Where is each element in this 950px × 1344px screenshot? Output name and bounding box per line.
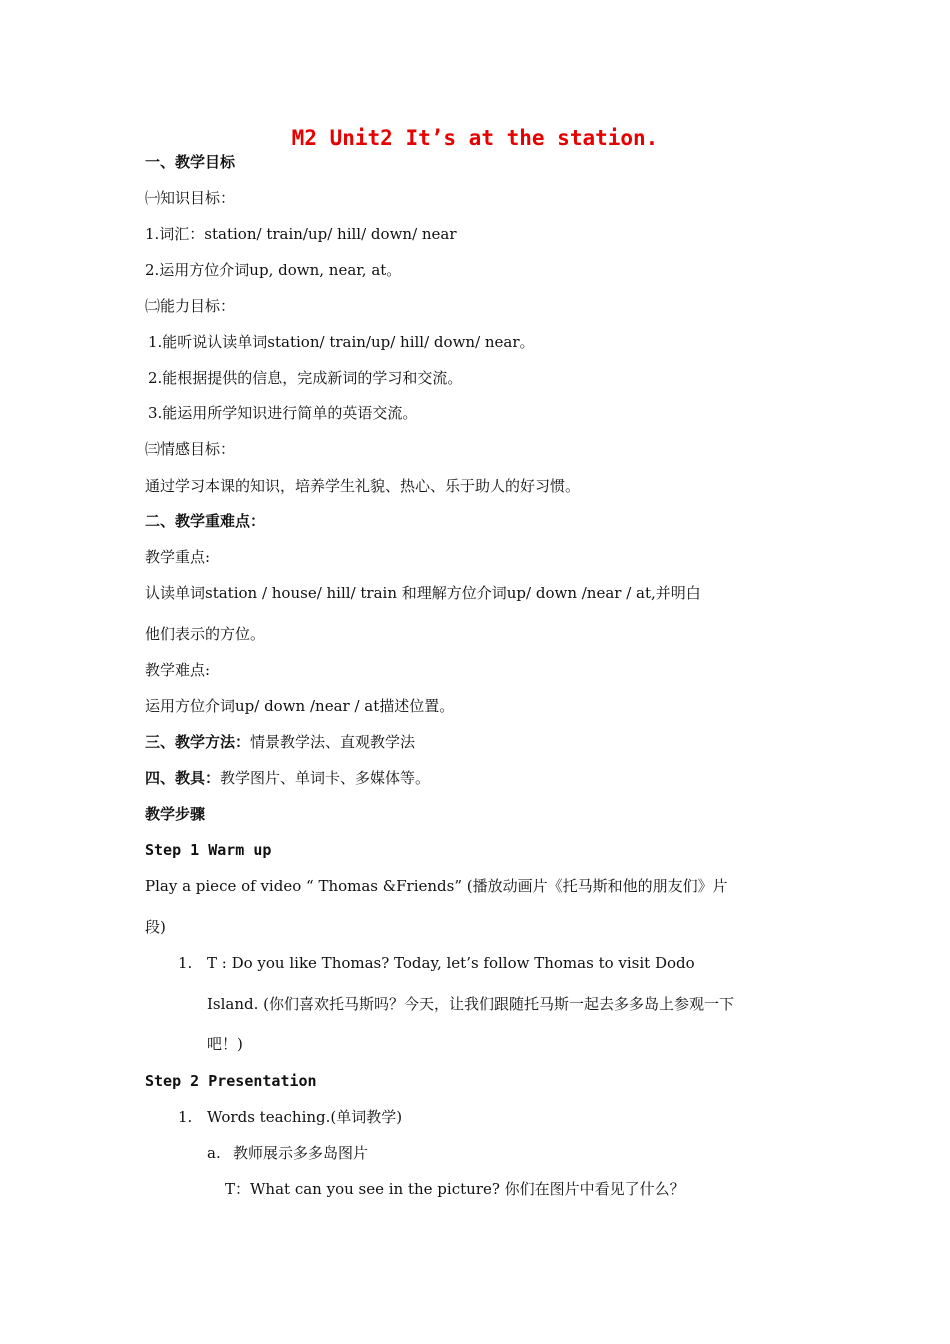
emotion-objectives-heading: ㈢情感目标：	[145, 440, 236, 458]
step-2-heading: Step 2 Presentation	[145, 1072, 317, 1090]
teaching-steps-heading: 教学步骤	[145, 805, 206, 823]
knowledge-objectives-heading: ㈠知识目标：	[145, 189, 236, 207]
teaching-aids-heading: 四、教具：	[145, 769, 221, 787]
teaching-methods-line	[145, 732, 415, 752]
step-2-sub-a-label: a.	[207, 1144, 221, 1162]
key-point-label: 教学重点:	[145, 548, 211, 566]
teaching-methods-text: 情景教学法、直观教学法	[250, 733, 416, 751]
step-1-item-1-line-1: T : Do you like Thomas? Today, let’s follow Thomas to visit Dodo	[207, 954, 695, 972]
teaching-aids-text: 教学图片、单词卡、多媒体等。	[220, 769, 431, 787]
teaching-methods-heading: 三、教学方法：	[145, 733, 251, 751]
teaching-aids-line	[145, 768, 430, 788]
ability-item-2: 2.能根据提供的信息，完成新词的学习和交流。	[148, 369, 463, 387]
step-1-item-1-line-3: 吧！)	[207, 1035, 243, 1053]
document-title: M2 Unit2 It’s at the station.	[291, 126, 659, 150]
step-1-item-1-line-2: Island. (你们喜欢托马斯吗？今天，让我们跟随托马斯一起去多多岛上参观一下	[207, 995, 735, 1013]
ability-item-3: 3.能运用所学知识进行简单的英语交流。	[148, 404, 418, 422]
key-point-text-line-1: 认读单词station / house/ hill/ train 和理解方位介词up/ down /near / at,并明白	[145, 584, 701, 602]
ability-item-1: 1.能听说认读单词station/ train/up/ hill/ down/ near。	[148, 333, 535, 351]
step-2-item-1-text: Words teaching.(单词教学)	[207, 1108, 403, 1126]
difficult-point-label: 教学难点:	[145, 661, 211, 679]
step-2-sub-a-text: 教师展示多多岛图片	[233, 1144, 369, 1162]
ability-objectives-heading: ㈡能力目标：	[145, 297, 236, 315]
key-point-text-line-2: 他们表示的方位。	[145, 625, 266, 643]
section-heading-objectives: 一、教学目标	[145, 153, 236, 171]
step-1-item-1-number: 1.	[178, 954, 193, 972]
step-1-intro-line-2: 段)	[145, 918, 166, 936]
knowledge-item-1: 1.词汇：station/ train/up/ hill/ down/ near	[145, 225, 457, 243]
teacher-question-line: T：What can you see in the picture? 你们在图片中看见了什么？	[225, 1180, 685, 1198]
step-2-item-1-number: 1.	[178, 1108, 193, 1126]
knowledge-item-2: 2.运用方位介词up, down, near, at。	[145, 261, 402, 279]
difficult-point-text: 运用方位介词up/ down /near / at描述位置。	[145, 697, 455, 715]
step-1-intro-line-1: Play a piece of video “ Thomas &Friends” (播放动画片《托马斯和他的朋友们》片	[145, 877, 728, 895]
step-1-heading: Step 1 Warm up	[145, 841, 272, 859]
emotion-item-1: 通过学习本课的知识，培养学生礼貌、热心、乐于助人的好习惯。	[145, 477, 581, 495]
section-heading-key-points: 二、教学重难点：	[145, 512, 266, 530]
